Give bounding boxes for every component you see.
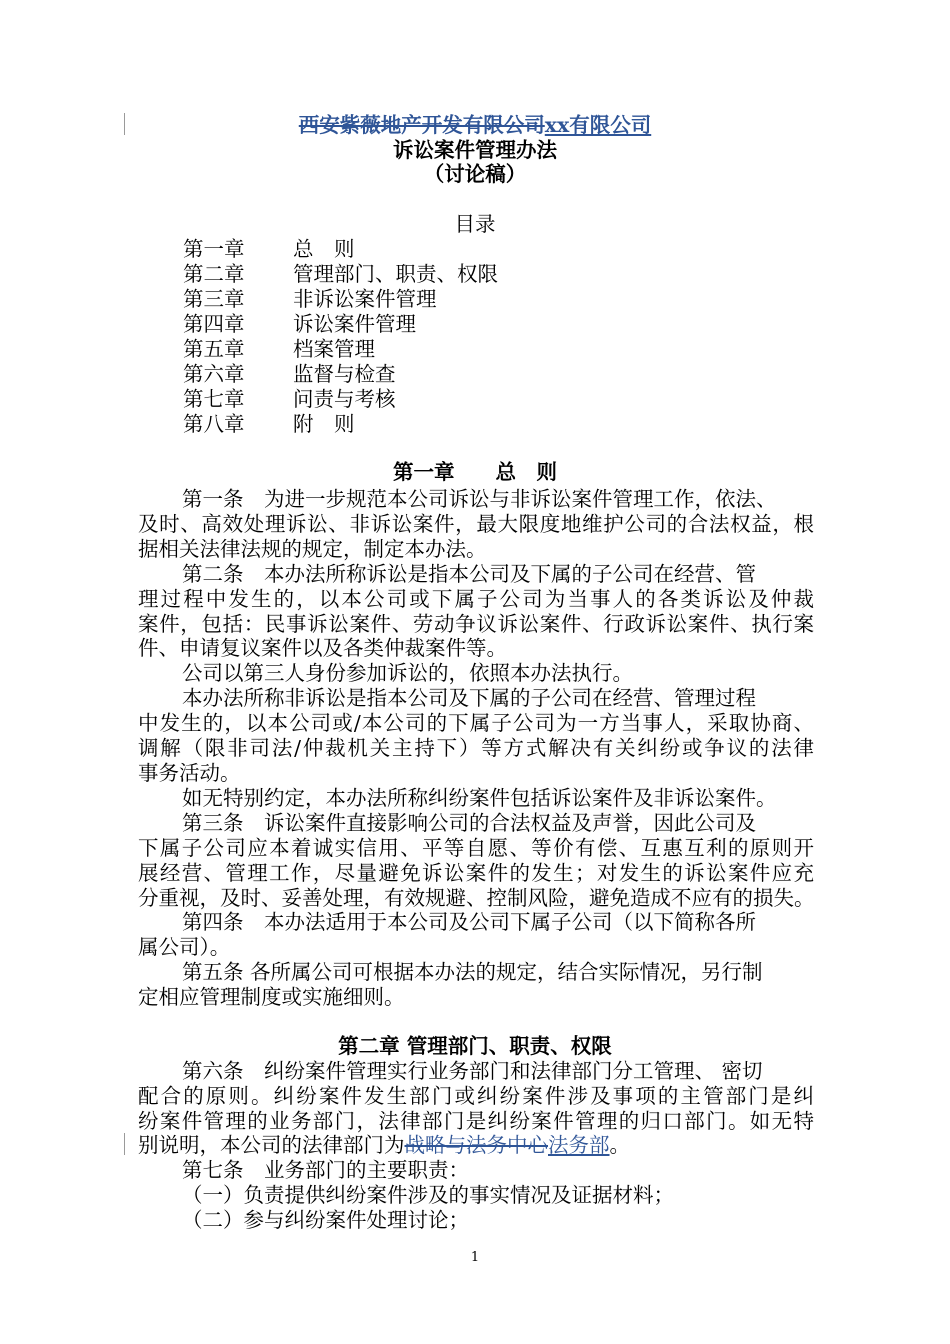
paragraph-line: 如无特别约定，本办法所称纠纷案件包括诉讼案件及非诉讼案件。 (182, 786, 777, 810)
document-status: （讨论稿） (423, 162, 527, 186)
paragraph-line: 第三条 诉讼案件直接影响公司的合法权益及声誉，因此公司及 (182, 811, 756, 835)
paragraph-line: 第四条 本办法适用于本公司及公司下属子公司（以下简称各所 (182, 910, 756, 934)
paragraph-line: 公司以第三人身份参加诉讼的，依照本办法执行。 (182, 661, 633, 685)
paragraph-line: 及时、高效处理诉讼、非诉讼案件，最大限度地维护公司的合法权益，根 (138, 512, 814, 536)
list-item: （二）参与纠纷案件处理讨论； (182, 1208, 469, 1232)
paragraph-line: 定相应管理制度或实施细则。 (138, 985, 405, 1009)
inserted-company-name: xx有限公司 (544, 113, 652, 137)
chapter-heading: 第二章 管理部门、职责、权限 (338, 1034, 612, 1058)
paragraph-line: 案件，包括：民事诉讼案件、劳动争议诉讼案件、行政诉讼案件、执行案 (138, 612, 814, 636)
inserted-dept-name: 法务部 (548, 1133, 610, 1157)
paragraph-line: 别说明，本公司的法律部门为战略与法务中心法务部。 (138, 1133, 630, 1157)
paragraph-line: 下属子公司应本着诚实信用、平等自愿、等价有偿、互惠互利的原则开 (138, 836, 814, 860)
paragraph-line: 第二条 本办法所称诉讼是指本公司及下属的子公司在经营、管 (182, 562, 756, 586)
deleted-company-name: 西安紫薇地产开发有限公司 (298, 113, 545, 137)
toc-item: 第一章 总 则 (183, 237, 355, 261)
paragraph-line: 第六条 纠纷案件管理实行业务部门和法律部门分工管理、 密切 (182, 1059, 763, 1083)
toc-item: 第七章 问责与考核 (183, 387, 396, 411)
chapter-heading: 第一章 总 则 (393, 460, 557, 484)
paragraph-line: 调解（限非司法/仲裁机关主持下）等方式解决有关纠纷或争议的法律 (138, 736, 814, 760)
toc-item: 第八章 附 则 (183, 412, 355, 436)
toc-heading: 目录 (454, 212, 496, 236)
paragraph-line: 配合的原则。纠纷案件发生部门或纠纷案件涉及事项的主管部门是纠 (138, 1084, 814, 1108)
paragraph-line: 本办法所称非诉讼是指本公司及下属的子公司在经营、管理过程 (182, 686, 756, 710)
paragraph-line: 第一条 为进一步规范本公司诉讼与非诉讼案件管理工作，依法、 (182, 487, 777, 511)
paragraph-line: 第七条 业务部门的主要职责： (182, 1158, 469, 1182)
paragraph-line: 事务活动。 (138, 761, 241, 785)
page-number: 1 (470, 1250, 480, 1265)
paragraph-line: 展经营、管理工作，尽量避免诉讼案件的发生；对发生的诉讼案件应充 (138, 861, 814, 885)
paragraph-line: 分重视，及时、妥善处理，有效规避、控制风险，避免造成不应有的损失。 (138, 886, 815, 910)
toc-item: 第五章 档案管理 (183, 337, 375, 361)
toc-item: 第四章 诉讼案件管理 (183, 312, 416, 336)
paragraph-line: 件、申请复议案件以及各类仲裁案件等。 (138, 636, 507, 660)
change-bar (124, 1133, 125, 1155)
company-title (0, 113, 950, 138)
toc-item: 第三章 非诉讼案件管理 (183, 287, 437, 311)
paragraph-line: 据相关法律法规的规定，制定本办法。 (138, 537, 487, 561)
deleted-dept-name: 战略与法务中心 (404, 1133, 548, 1157)
paragraph-line: 纷案件管理的业务部门，法律部门是纠纷案件管理的归口部门。如无特 (138, 1109, 814, 1133)
paragraph-line: 中发生的，以本公司或/本公司的下属子公司为一方当事人，采取协商、 (138, 711, 814, 735)
paragraph-line: 第五条 各所属公司可根据本办法的规定，结合实际情况，另行制 (182, 960, 763, 984)
paragraph-line: 理过程中发生的，以本公司或下属子公司为当事人的各类诉讼及仲裁 (138, 587, 814, 611)
list-item: （一）负责提供纠纷案件涉及的事实情况及证据材料； (182, 1183, 674, 1207)
paragraph-line: 属公司）。 (138, 935, 231, 959)
toc-item: 第六章 监督与检查 (183, 362, 396, 386)
toc-item: 第二章 管理部门、职责、权限 (183, 262, 498, 286)
document-title: 诉讼案件管理办法 (393, 138, 557, 162)
